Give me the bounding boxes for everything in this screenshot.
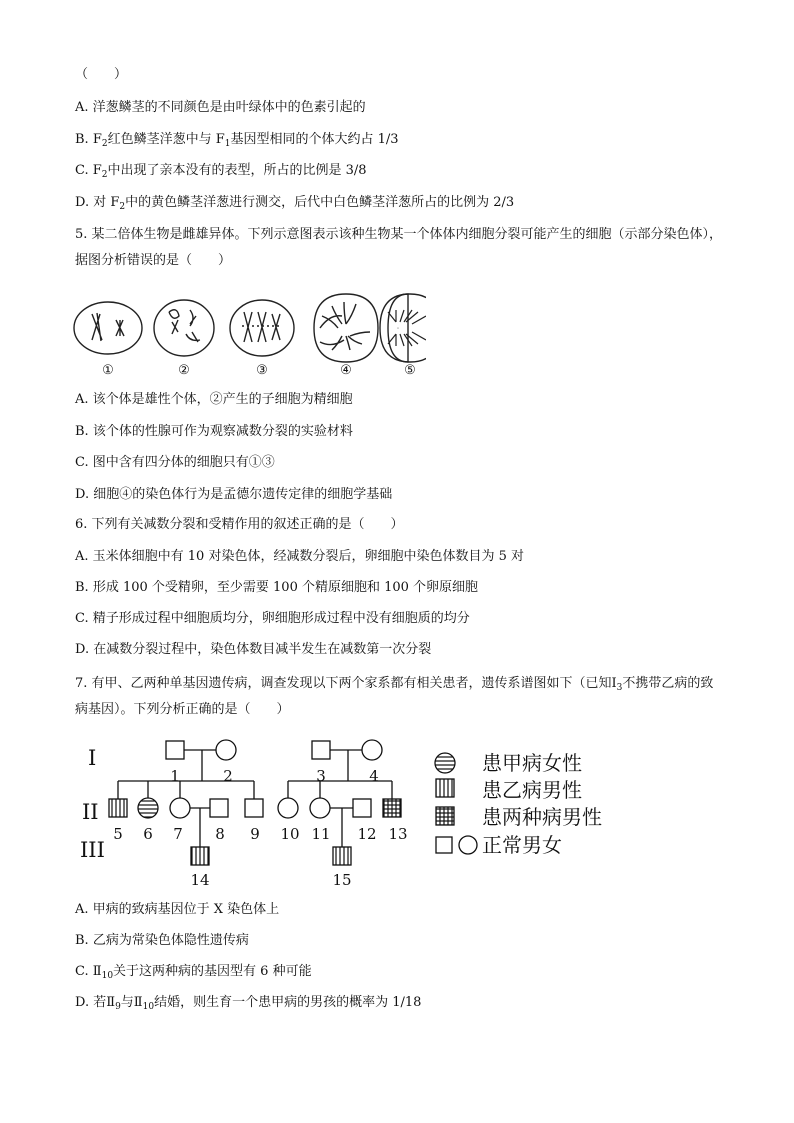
q4-option-a[interactable]: A. 洋葱鳞茎的不同颜色是由叶绿体中的色素引起的 [75, 100, 366, 115]
q7-pedigree-chart [78, 735, 638, 895]
q4-answer-bracket: （ ） [75, 67, 128, 82]
person-7-female [170, 798, 190, 818]
q6-option-c[interactable]: C. 精子形成过程中细胞质均分，卵细胞形成过程中没有细胞质的均分 [75, 611, 470, 626]
number-2: 2 [223, 767, 233, 785]
legend-normal-male-icon [436, 837, 452, 853]
q4-c-sub: 2 [101, 170, 108, 180]
person-6-female-disease-a [138, 798, 158, 818]
number-14: 14 [190, 871, 210, 889]
person-15-male-disease-b [333, 847, 351, 865]
person-14-male-disease-b [191, 847, 209, 865]
q4-option-b[interactable] [75, 131, 399, 149]
q4-d-text2: 中的黄色鳞茎洋葱进行测交，后代中白色鳞茎洋葱所占的比例为 2/3 [125, 195, 515, 210]
q5-option-a[interactable]: A. 该个体是雄性个体，②产生的子细胞为精细胞 [75, 392, 353, 407]
q7-c-text2: 关于这两种病的基因型有 6 种可能 [113, 964, 312, 979]
cell-label-4: ④ [340, 363, 352, 378]
q6-option-d[interactable]: D. 在减数分裂过程中，染色体数目减半发生在减数第一次分裂 [75, 642, 432, 657]
number-4: 4 [369, 767, 379, 785]
legend-label-normal: 正常男女 [482, 833, 562, 857]
q6-option-b[interactable]: B. 形成 100 个受精卵，至少需要 100 个精原细胞和 100 个卵原细胞 [75, 580, 479, 595]
q7-d-sub1: 9 [115, 1002, 121, 1012]
number-5: 5 [113, 825, 123, 843]
q4-b-text1: B. F [75, 132, 102, 147]
q7-option-d[interactable] [75, 994, 421, 1012]
number-12: 12 [357, 825, 377, 843]
q7-d-text2: 与Ⅱ [120, 995, 143, 1010]
q4-d-text1: D. 对 F [75, 195, 120, 210]
legend-label-both-male: 患两种病男性 [482, 805, 602, 829]
number-10: 10 [280, 825, 300, 843]
q4-b-sub2: 1 [224, 139, 231, 149]
legend-female-disease-a-icon [435, 753, 455, 773]
cell-label-5: ⑤ [404, 363, 416, 378]
legend-male-both-icon [436, 807, 454, 825]
person-9-male [245, 799, 263, 817]
q7-stem-sub: 3 [616, 683, 623, 693]
q6-option-a[interactable]: A. 玉米体细胞中有 10 对染色体，经减数分裂后，卵细胞中染色体数目为 5 对 [75, 549, 524, 564]
person-13-male-both-diseases [383, 799, 401, 817]
legend-label-disease-b-male: 患乙病男性 [482, 778, 582, 802]
person-11-female [310, 798, 330, 818]
number-13: 13 [388, 825, 408, 843]
person-8-male [210, 799, 228, 817]
legend-label-disease-a-female: 患甲病女性 [482, 751, 582, 775]
number-7: 7 [173, 825, 183, 843]
person-5-male-disease-b [109, 799, 127, 817]
q4-b-text2: 红色鳞茎洋葱中与 F [107, 132, 225, 147]
q7-option-a[interactable]: A. 甲病的致病基因位于 X 染色体上 [75, 902, 280, 917]
number-15: 15 [332, 871, 352, 889]
legend-normal-female-icon [459, 836, 477, 854]
number-6: 6 [143, 825, 153, 843]
q7-option-b[interactable]: B. 乙病为常染色体隐性遗传病 [75, 933, 249, 948]
q7-c-text1: C. Ⅱ [75, 964, 102, 979]
generation-label-3: III [80, 838, 105, 862]
cell-label-1: ① [102, 363, 114, 378]
q5-option-b[interactable]: B. 该个体的性腺可作为观察减数分裂的实验材料 [75, 424, 353, 439]
q7-d-text1: D. 若Ⅱ [75, 995, 116, 1010]
q4-option-c[interactable] [75, 162, 367, 180]
number-9: 9 [250, 825, 260, 843]
cell-label-3: ③ [256, 363, 268, 378]
generation-label-1: I [88, 746, 97, 770]
number-3: 3 [316, 767, 326, 785]
q7-d-text3: 结婚，则生育一个患甲病的男孩的概率为 1/18 [154, 995, 422, 1010]
cell-label-2: ② [178, 363, 190, 378]
person-2-female [216, 740, 236, 760]
q4-b-sub1: 2 [101, 139, 108, 149]
person-10-female [278, 798, 298, 818]
q5-cell-division-figure [66, 286, 426, 378]
number-11: 11 [311, 825, 331, 843]
q4-c-text1: C. F [75, 163, 102, 178]
number-1: 1 [170, 767, 180, 785]
q7-d-sub2: 10 [142, 1002, 155, 1012]
q6-stem: 6. 下列有关减数分裂和受精作用的叙述正确的是（ ） [75, 517, 404, 532]
q7-stem [75, 671, 725, 723]
q4-c-text2: 中出现了亲本没有的表型，所占的比例是 3/8 [107, 163, 367, 178]
q7-stem-text2: 不携带乙病的致病基因）。下列分析正确的是（ ） [75, 676, 714, 717]
q5-stem: 5. 某二倍体生物是雌雄异体。下列示意图表示该种生物某一个体体内细胞分裂可能产生的细胞（示部分染色体），据图分析错误的是（ ） [75, 227, 723, 268]
q4-d-sub: 2 [119, 202, 126, 212]
person-12-male [353, 799, 371, 817]
q5-option-d[interactable]: D. 细胞④的染色体行为是孟德尔遗传定律的细胞学基础 [75, 487, 393, 502]
q7-option-c[interactable] [75, 963, 312, 981]
person-1-male [166, 741, 184, 759]
q4-b-text3: 基因型相同的个体大约占 1/3 [230, 132, 399, 147]
q7-c-sub: 10 [101, 971, 114, 981]
person-3-male [312, 741, 330, 759]
generation-label-2: II [82, 800, 99, 824]
person-4-female [362, 740, 382, 760]
number-8: 8 [215, 825, 225, 843]
q7-stem-text1: 7. 有甲、乙两种单基因遗传病，调查发现以下两个家系都有相关患者，遗传系谱图如下（已知Ⅰ [75, 676, 617, 691]
legend-male-disease-b-icon [436, 779, 454, 797]
q5-option-c[interactable]: C. 图中含有四分体的细胞只有①③ [75, 455, 275, 470]
q4-option-d[interactable] [75, 194, 514, 212]
